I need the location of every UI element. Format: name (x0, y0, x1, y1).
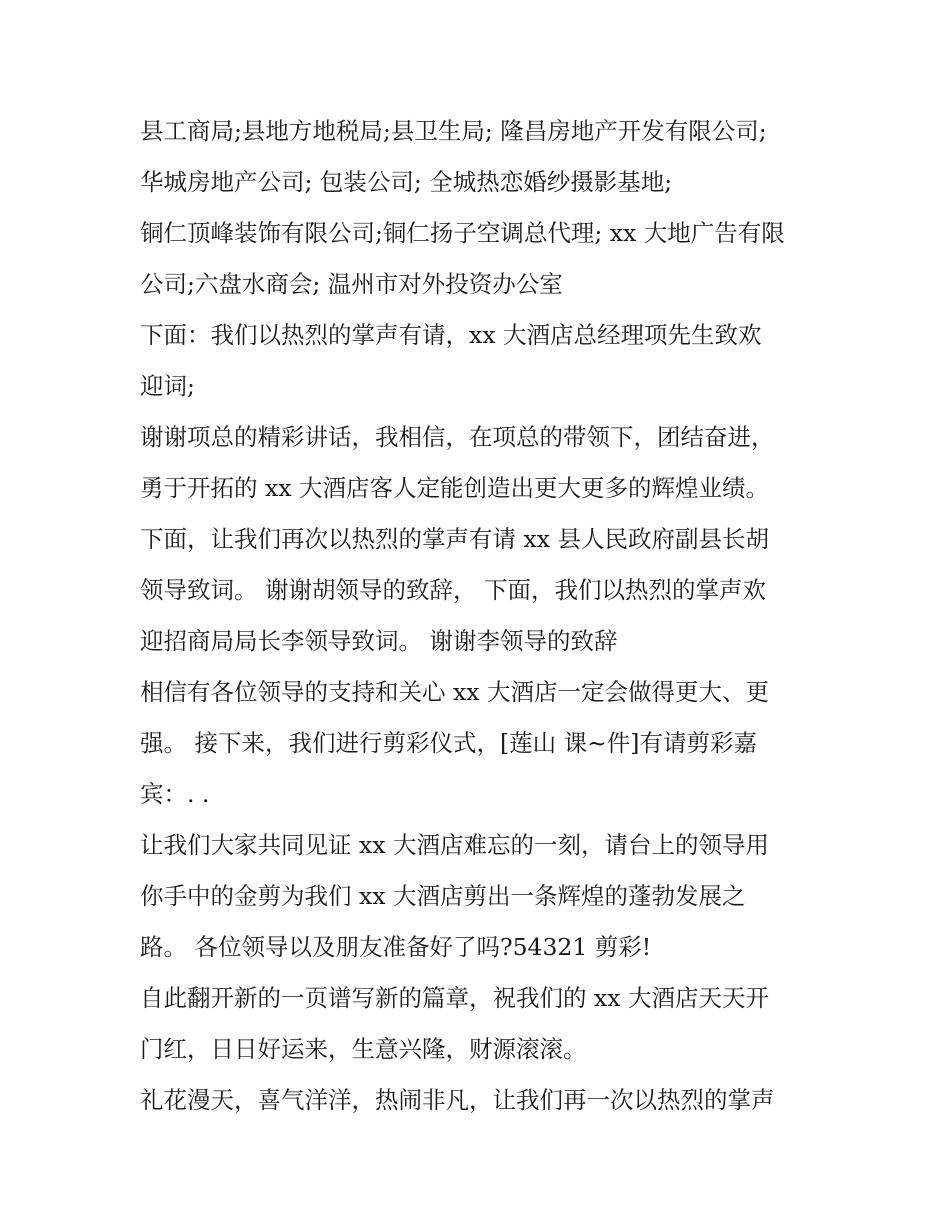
text-line: 相信有各位领导的支持和关心 xx 大酒店一定会做得更大、更 (140, 678, 769, 706)
text-line: 铜仁顶峰装饰有限公司;铜仁扬子空调总代理; xx 大地广告有限 (140, 219, 785, 247)
text-line: 宾：. . (140, 780, 210, 808)
text-line: 让我们大家共同见证 xx 大酒店难忘的一刻，请台上的领导用 (140, 831, 769, 859)
text-line: 门红，日日好运来，生意兴隆，财源滚滚。 (140, 1035, 587, 1063)
text-line: 迎招商局局长李领导致词。 谢谢李领导的致辞 (140, 627, 618, 655)
text-line: 礼花漫天，喜气洋洋，热闹非凡，让我们再一次以热烈的掌声 (140, 1086, 775, 1114)
text-line: 勇于开拓的 xx 大酒店客人定能创造出更大更多的辉煌业绩。 (140, 474, 769, 502)
document-body (140, 106, 830, 1126)
text-line: 谢谢项总的精彩讲话，我相信，在项总的带领下，团结奋进， (140, 423, 775, 451)
text-line: 领导致词。 谢谢胡领导的致辞， 下面，我们以热烈的掌声欢 (140, 576, 766, 604)
text-line: 强。 接下来，我们进行剪彩仪式，[莲山 课~件]有请剪彩嘉 (140, 729, 757, 757)
text-line: 公司;六盘水商会; 温州市对外投资办公室 (140, 270, 563, 298)
text-line: 下面，让我们再次以热烈的掌声有请 xx 县人民政府副县长胡 (140, 525, 769, 553)
text-line: 华城房地产公司; 包装公司; 全城热恋婚纱摄影基地; (140, 168, 673, 196)
text-line: 你手中的金剪为我们 xx 大酒店剪出一条辉煌的蓬勃发展之 (140, 882, 746, 910)
text-line: 自此翻开新的一页谱写新的篇章，祝我们的 xx 大酒店天天开 (140, 984, 769, 1012)
text-line: 路。 各位领导以及朋友准备好了吗?54321 剪彩! (140, 933, 652, 961)
text-line: 迎词; (140, 372, 195, 400)
text-line: 下面：我们以热烈的掌声有请，xx 大酒店总经理项先生致欢 (140, 321, 762, 349)
text-line: 县工商局;县地方地税局;县卫生局; 隆昌房地产开发有限公司; (140, 117, 767, 145)
